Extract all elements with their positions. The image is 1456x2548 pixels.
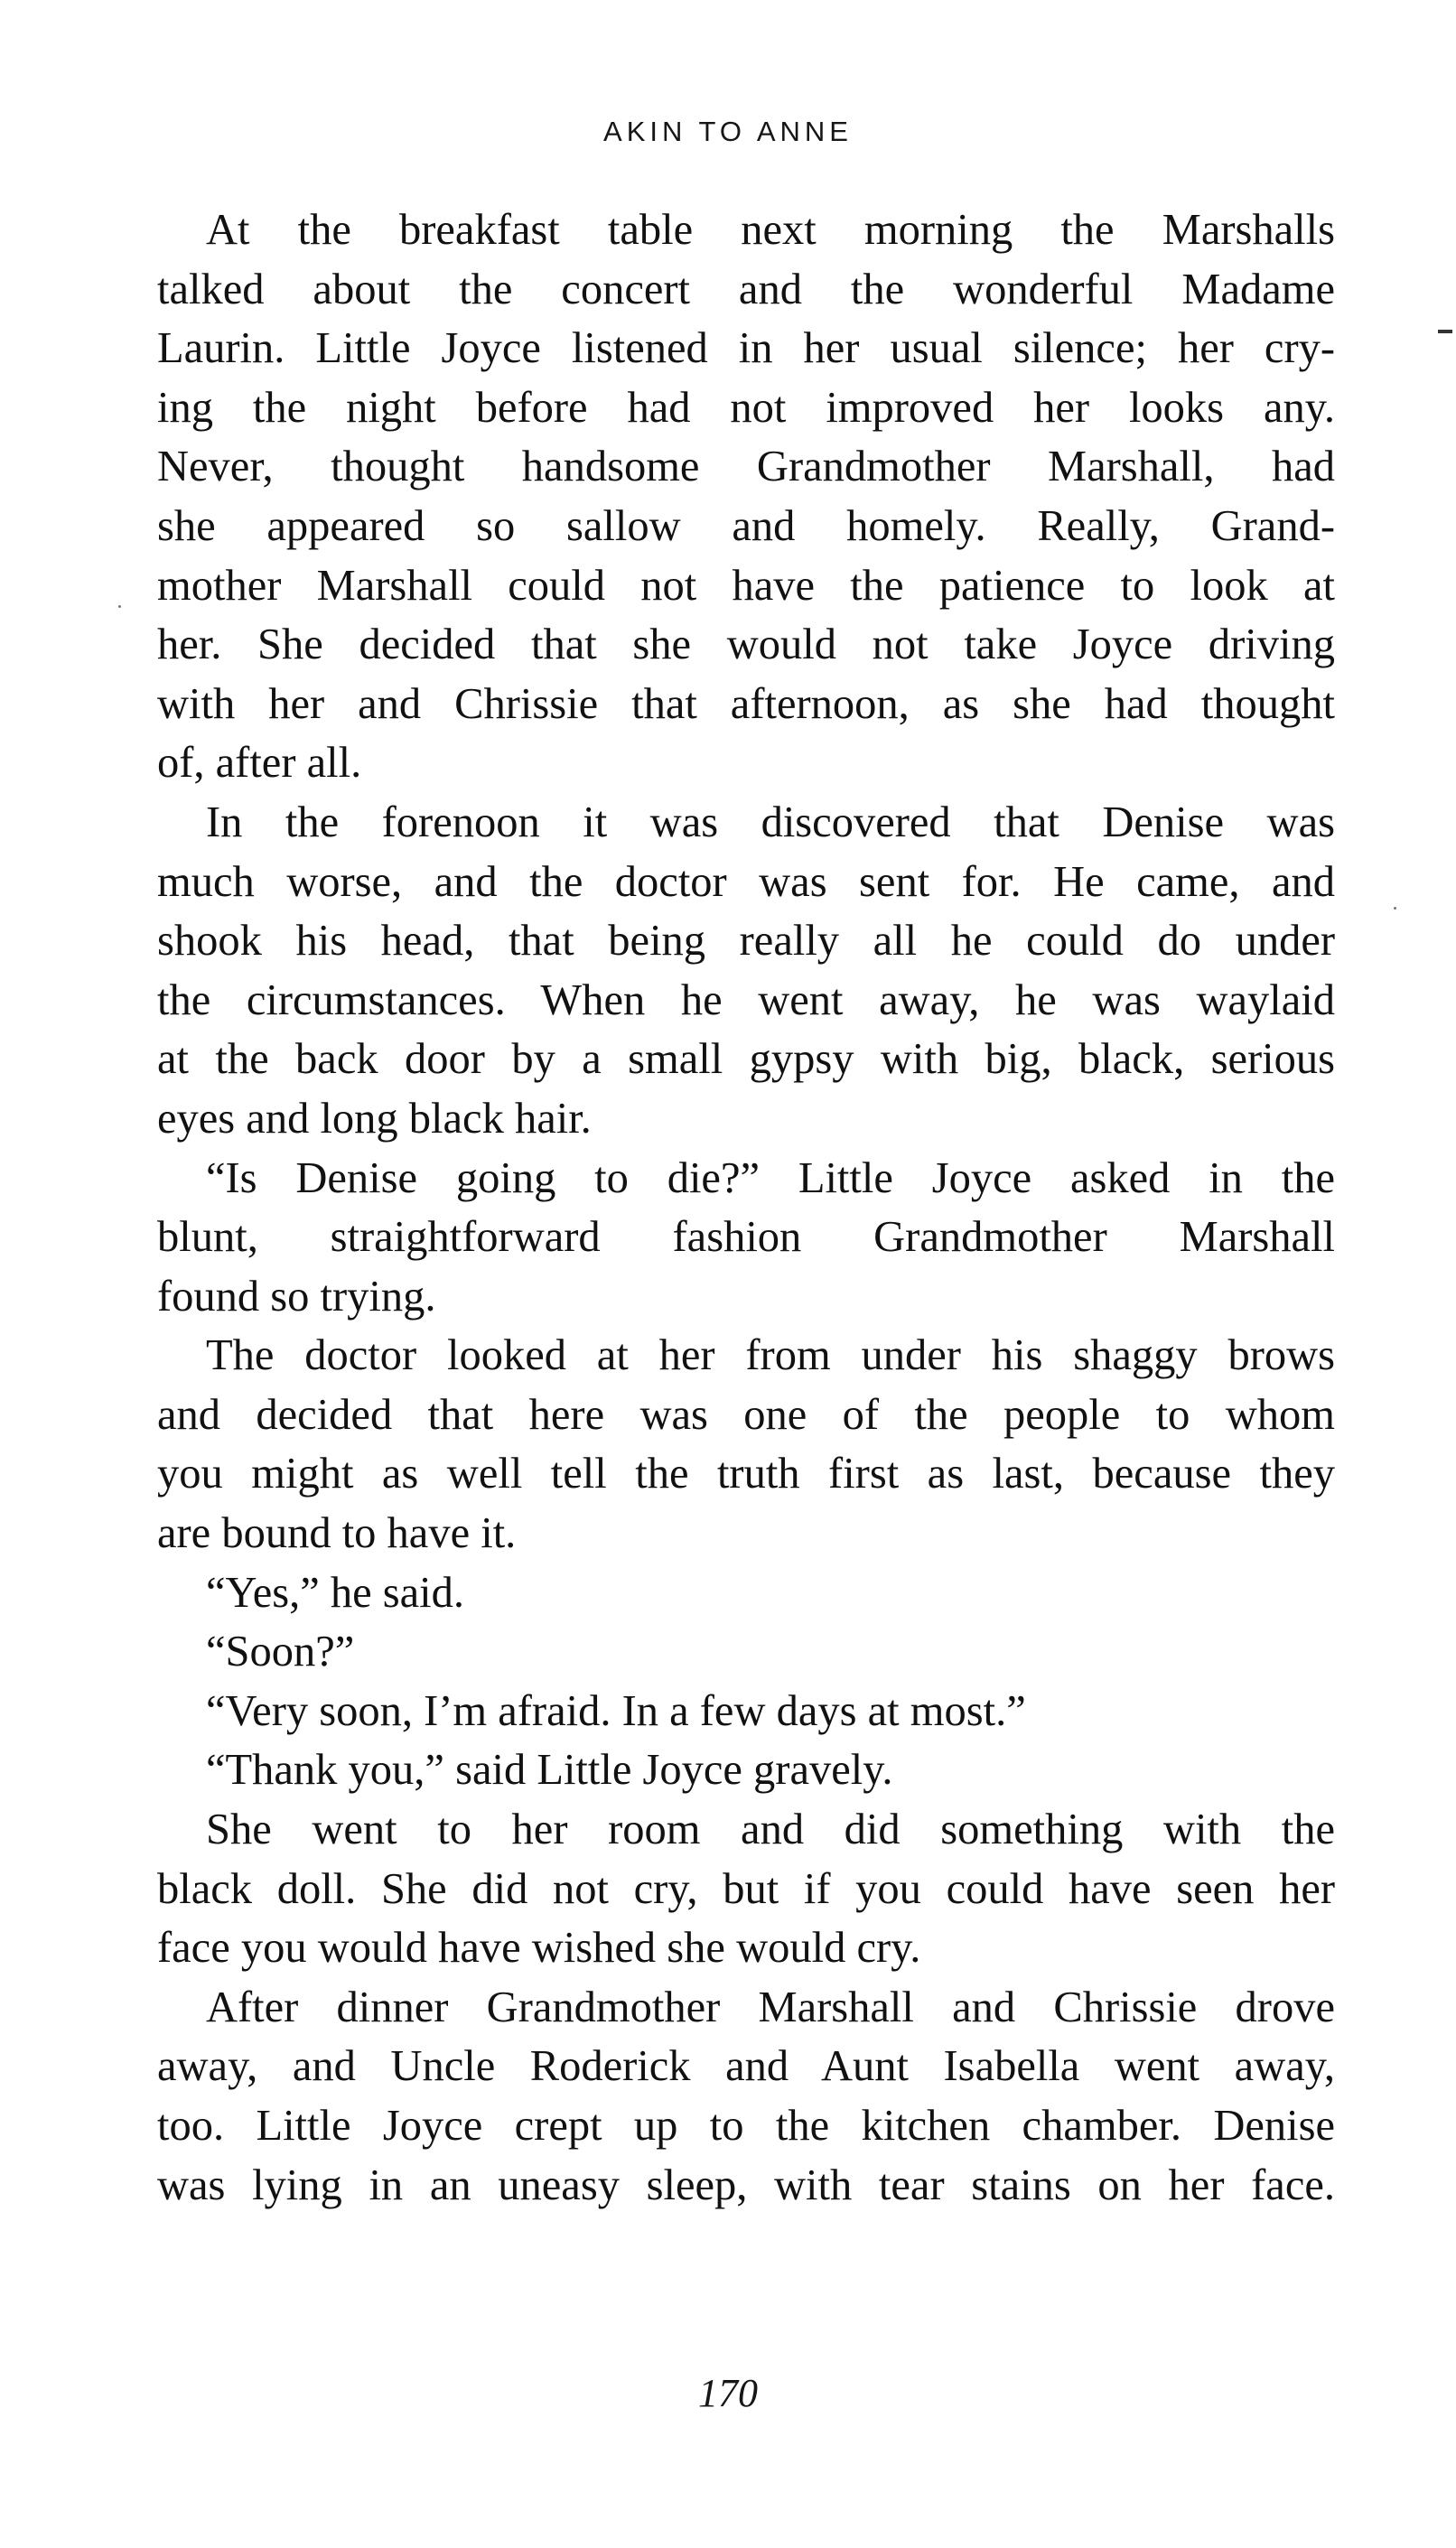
paragraph bbox=[157, 201, 1335, 793]
paragraph bbox=[157, 1622, 1335, 1682]
text-line: too. Little Joyce crept up to the kitchen chamber. Denise bbox=[157, 2102, 1335, 2150]
text-line: eyes and long black hair. bbox=[157, 1094, 592, 1143]
margin-speck bbox=[118, 605, 121, 608]
text-line: her. She decided that she would not take Joyce driving bbox=[157, 621, 1335, 669]
text-line: and decided that here was one of the people to whom bbox=[157, 1390, 1335, 1439]
text-line: “Is Denise going to die?” Little Joyce asked in the bbox=[206, 1153, 1335, 1202]
text-line: of, after all. bbox=[157, 739, 362, 788]
margin-speck bbox=[1394, 907, 1396, 910]
text-line: the circumstances. When he went away, he was waylaid bbox=[157, 975, 1335, 1024]
paragraph bbox=[157, 1978, 1335, 2215]
text-line: “Yes,” he said. bbox=[206, 1568, 465, 1617]
text-line: shook his head, that being really all he could do under bbox=[157, 917, 1335, 966]
text-line: ing the night before had not improved her looks any. bbox=[157, 383, 1335, 432]
margin-mark bbox=[1438, 330, 1452, 333]
text-line: face you would have wished she would cry. bbox=[157, 1924, 921, 1973]
paragraph bbox=[157, 1563, 1335, 1623]
running-head: AKIN TO ANNE bbox=[603, 116, 853, 147]
page-number: 170 bbox=[698, 2371, 758, 2415]
paragraph bbox=[157, 1149, 1335, 1327]
text-line: she appeared so sallow and homely. Really, Grand- bbox=[157, 501, 1335, 550]
paragraph bbox=[157, 1800, 1335, 1978]
text-line: At the breakfast table next morning the Marshalls bbox=[206, 206, 1335, 254]
text-line: are bound to have it. bbox=[157, 1509, 517, 1558]
text-line: She went to her room and did something with the bbox=[206, 1806, 1335, 1854]
text-line: In the forenoon it was discovered that Denise was bbox=[206, 798, 1335, 846]
text-line: talked about the concert and the wonderful Madame bbox=[157, 265, 1335, 313]
text-line: “Very soon, I’m afraid. In a few days at most.” bbox=[206, 1686, 1026, 1735]
paragraph bbox=[157, 1326, 1335, 1563]
text-line: you might as well tell the truth first as last, because they bbox=[157, 1450, 1335, 1498]
text-line: After dinner Grandmother Marshall and Chrissie drove bbox=[206, 1983, 1335, 2031]
paragraph bbox=[157, 1682, 1335, 1741]
text-line: blunt, straightforward fashion Grandmother Marshall bbox=[157, 1213, 1335, 1262]
paragraph bbox=[157, 1741, 1335, 1800]
text-line: “Thank you,” said Little Joyce gravely. bbox=[206, 1746, 893, 1795]
text-line: The doctor looked at her from under his shaggy brows bbox=[206, 1331, 1335, 1380]
text-line: with her and Chrissie that afternoon, as she had thought bbox=[157, 679, 1335, 728]
text-line: was lying in an uneasy sleep, with tear stains on her face. bbox=[157, 2161, 1335, 2209]
text-line: at the back door by a small gypsy with big, black, serious bbox=[157, 1035, 1335, 1084]
text-line: found so trying. bbox=[157, 1272, 436, 1321]
text-line: Laurin. Little Joyce listened in her usual silence; her cry- bbox=[157, 324, 1335, 373]
text-line: away, and Uncle Roderick and Aunt Isabella went away, bbox=[157, 2042, 1335, 2091]
text-line: much worse, and the doctor was sent for. He came, and bbox=[157, 857, 1335, 906]
body-text bbox=[157, 201, 1335, 2215]
text-line: “Soon?” bbox=[206, 1628, 355, 1676]
text-line: Never, thought handsome Grandmother Marshall, had bbox=[157, 443, 1335, 491]
text-line: black doll. She did not cry, but if you could have seen her bbox=[157, 1864, 1335, 1913]
paragraph bbox=[157, 793, 1335, 1149]
text-line: mother Marshall could not have the patience to look at bbox=[157, 561, 1335, 610]
